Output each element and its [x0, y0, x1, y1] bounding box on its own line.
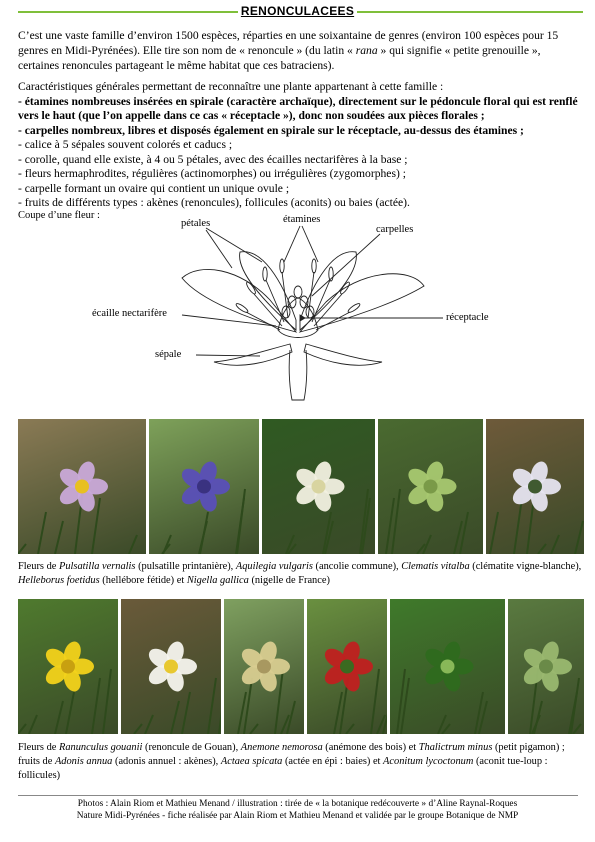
petal-left-inner [240, 252, 296, 330]
flower-illustration [378, 419, 483, 554]
diagram-caption: Coupe d’une fleur : [18, 210, 100, 221]
flower-illustration [486, 419, 584, 554]
stamen-anther [263, 267, 267, 281]
flower-illustration [18, 599, 118, 734]
caption-text: Fleurs de [18, 561, 59, 572]
characteristic-item: - carpelle formant un ovaire qui contient un unique ovule ; [18, 181, 290, 195]
flower-illustration [307, 599, 387, 734]
species-name: Helleborus foetidus [18, 575, 100, 586]
nigella-gallica-photo [486, 419, 584, 554]
footer-organization: Nature Midi-Pyrénées - fiche réalisée par Alain Riom et Mathieu Menand et validée par le groupe Botanique de NMP [76, 811, 519, 821]
caption-text: Fleurs de [18, 742, 59, 753]
characteristics-list [18, 80, 588, 211]
petal-right-inner [300, 252, 356, 330]
clematis-vitalba-photo [262, 419, 375, 554]
photo-row-2 [18, 599, 584, 734]
petal-left-outer [182, 269, 296, 332]
characteristic-item: - fleurs hermaphrodites, régulières (actinomorphes) ou irrégulières (zygomorphes) ; [18, 167, 406, 180]
species-name: Pulsatilla vernalis [58, 561, 136, 572]
characteristic-item: - étamines nombreuses insérées en spirale (caractère archaïque), directement sur le pédoncule floral qui est renflé vers le haut (que l’on appelle dans ce cas « réceptacle »), donc non soudées aux pièces florales ; [18, 94, 578, 122]
pulsatilla-vernalis-photo [18, 419, 146, 554]
label-receptacle: réceptacle [446, 312, 489, 323]
footer-rule [18, 795, 578, 796]
characteristic-item: - fruits de différents types : akènes (renoncules), follicules (aconits) ou baies (actée). [18, 196, 410, 209]
caption-text: (actée en épi : baies) et [282, 756, 384, 767]
characteristic-item: - carpelles nombreux, libres et disposés également en spirale sur le réceptacle, au-dessus des étamines ; [18, 123, 524, 137]
label-ecaille: écaille nectarifère [92, 308, 167, 319]
page-title: RENONCULACEES [240, 4, 355, 18]
anemone-nemorosa-photo [121, 599, 221, 734]
label-petales: pétales [181, 218, 211, 229]
flower-illustration [149, 419, 259, 554]
caption-row-2 [18, 741, 584, 783]
flower-illustration [390, 599, 505, 734]
caption-text: (anémone des bois) et [322, 742, 419, 753]
caption-text: (clématite vigne-blanche), [469, 561, 582, 572]
characteristic-item: - corolle, quand elle existe, à 4 ou 5 pétales, avec des écailles nectarifères à la base ; [18, 152, 408, 166]
caption-text: (nigelle de France) [248, 575, 330, 586]
sepal-right [304, 344, 382, 365]
label-carpelles: carpelles [376, 224, 414, 235]
caption-text: (petit pigamon) ; fruits de [18, 742, 565, 767]
caption-text: (renoncule de Gouan), [142, 742, 241, 753]
footer-credits: Photos : Alain Riom et Mathieu Menand / illustration : tirée de « la botanique redécouverte » d’Aline Raynal-Roques [77, 799, 518, 809]
aquilegia-vulgaris-photo [149, 419, 259, 554]
caption-text: (adonis annuel : akènes), [112, 756, 221, 767]
flower-illustration [121, 599, 221, 734]
species-name: Aconitum lycoctonum [383, 756, 474, 767]
species-name: Anemone nemorosa [240, 742, 323, 753]
caption-text: (hellébore fétide) et [99, 575, 187, 586]
photo-row-1 [18, 419, 584, 554]
caption-text: (aconit tue-loup : follicules) [18, 756, 548, 781]
receptacle-shape [278, 298, 318, 338]
species-name: Nigella gallica [186, 575, 249, 586]
caption-row-1 [18, 560, 584, 588]
species-name: Thalictrum minus [418, 742, 493, 753]
flower-illustration [18, 419, 146, 554]
label-etamines: étamines [283, 214, 321, 225]
intro-paragraph: C’est une vaste famille d’environ 1500 espèces, réparties en une soixantaine de genres (environ 100 espèces pour 15 genres en Midi-Pyrénées). Elle tire son nom de « renoncule » (du latin « rana » qui signifie « petite grenouille », certaines renoncules partageant le même habitat que ces batraciens). [18, 29, 559, 72]
ranunculus-gouanii-photo [18, 599, 118, 734]
flower-illustration [508, 599, 584, 734]
species-name: Ranunculus gouanii [58, 742, 143, 753]
aconitum-lycoctonum-photo [508, 599, 584, 734]
label-sepale: sépale [155, 349, 182, 360]
caption-text: (pulsatille printanière), [135, 561, 236, 572]
helleborus-foetidus-photo [378, 419, 483, 554]
petal-right-outer [300, 274, 424, 332]
characteristics-heading: Caractéristiques générales permettant de reconnaître une plante appartenant à cette famille : [18, 80, 444, 93]
flower-illustration [224, 599, 304, 734]
pedicel [289, 350, 307, 400]
species-name: Clematis vitalba [401, 561, 470, 572]
thalictrum-minus-photo [224, 599, 304, 734]
species-name: Adonis annua [54, 756, 113, 767]
actaea-spicata-photo [390, 599, 505, 734]
species-name: Aquilegia vulgaris [235, 561, 313, 572]
species-name: Actaea spicata [220, 756, 283, 767]
characteristic-item: - calice à 5 sépales souvent colorés et caducs ; [18, 138, 233, 151]
sepal-left [214, 344, 292, 365]
carpel [288, 296, 296, 308]
footer [0, 798, 595, 822]
flower-illustration [262, 419, 375, 554]
adonis-annua-photo [307, 599, 387, 734]
caption-text: (ancolie commune), [312, 561, 402, 572]
